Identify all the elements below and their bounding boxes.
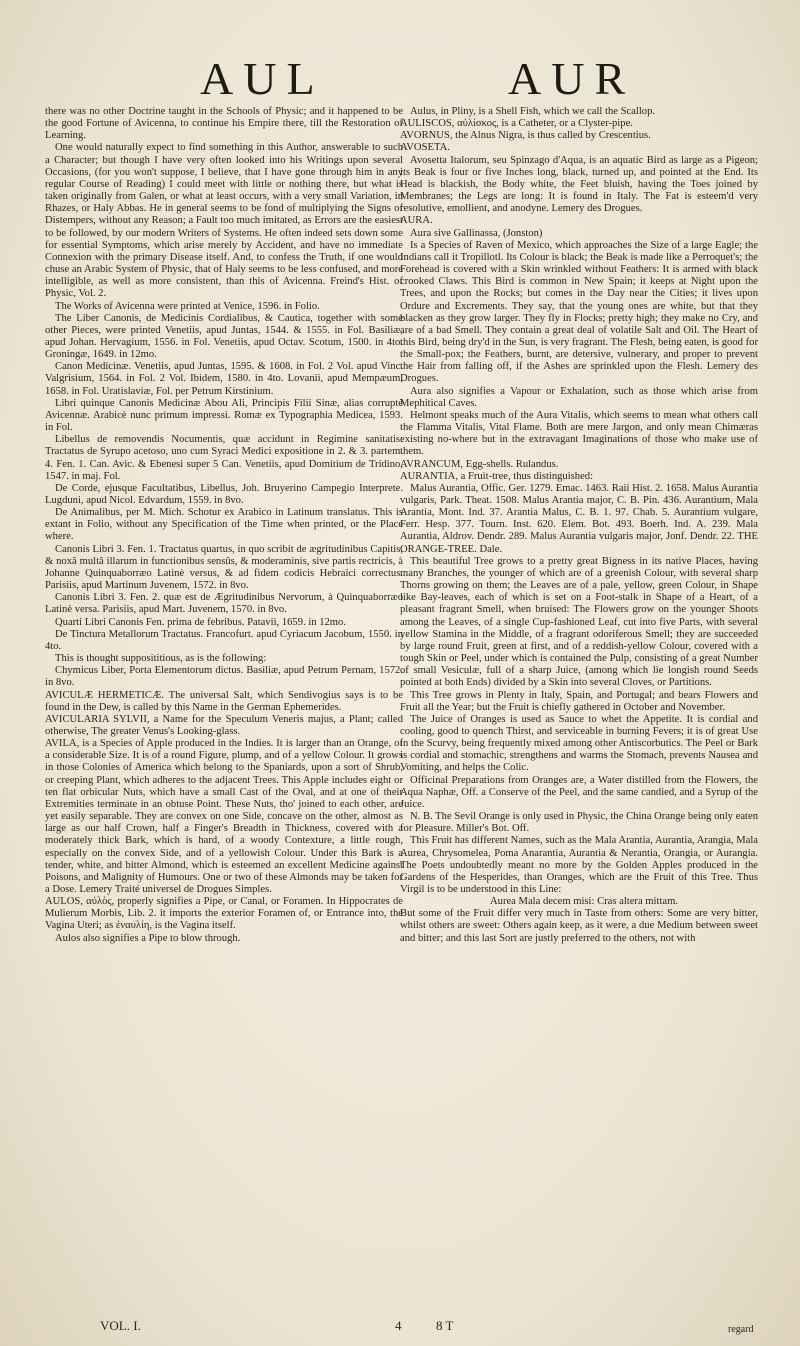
paragraph: Aulos also signifies a Pipe to blow through. [55,932,241,944]
paragraph: Avosetta Italorum, seu Spinzago d'Aqua, is an aquatic Bird as large as a Pigeon; its Beak is four or five Inches long, black, turned up, and pointed at the End. Its Head is blackish, the Body white, the Feet bluish, having the Toes joined by Membranes; the Legs are long: It is found in Italy. The Fat is esteem'd very resolutive, emollient, and anodyne. Lemery des Drogues. [400,154,758,215]
paragraph: De Animalibus, per M. Mich. Schotur ex Arabico in Latinum translatus. This is extant in Folio, without any Specification of the Time when printed, or the Place where. [45,507,403,543]
entry-aulos: AULOS, αὐλὸς, properly signifies a Pipe, or Canal, or Foramen. In Hippocrates de Mulierum Morbis, Lib. 2. it imports the exterior Foramen of, or Entrance into, the Vagina Uteri; as ἐναυλίη, is the Vagina itself. [45,896,403,932]
entry-auliscos: AULISCOS, αὐλίσκος, is a Catheter, or a Clyster-pipe. [400,118,633,130]
paragraph: Aura also signifies a Vapour or Exhalation, such as those which arise from Mephitical Caves. [400,385,758,409]
page-mark: 4 [395,1318,402,1333]
paragraph: N. B. The Sevil Orange is only used in Physic, the China Orange being only eaten for Pleasure. Miller's Bot. Off. [400,811,758,835]
entry-aurantia: AURANTIA, a Fruit-tree, thus distinguished: [400,470,594,482]
entry-avrancum: AVRANCUM, Egg-shells. Rulandus. [400,458,559,470]
paragraph: Canonis Libri 3. Fen. 1. Tractatus quartus, in quo scribit de ægritudinibus Capitis, & noxâ multâ illarum in functionibus sensûs, & moderaminis, sive partis rectricis, à Johanne Quinquaborræo Latinè versus, & ad fidem codicis Hebraïci correctus. Parisiis, apud Martinum Juvenem, 1572. in 8vo. [45,543,403,592]
left-column [45,106,403,945]
paragraph: Canonis Libri 3. Fen. 2. quæ est de Ægritudinibus Nervorum, à Quinquaborræo Latinè versa. Parisiis, apud Mart. Juvenem, 1570. in 8vo. [45,592,403,616]
verse-quote: Aurea Mala decem misi: Cras altera mittam. [490,896,678,908]
paragraph: Helmont speaks much of the Aura Vitalis, which seems to mean what others call the Flamma Vitalis, Vital Flame. Both are mere Jargon, and only mean Chimæras existing no-where but in the extravagant Imaginations of those who make use of them. [400,409,758,458]
paragraph: Malus Aurantia, Offic. Ger. 1279. Emac. 1463. Raii Hist. 2. 1658. Malus Aurantia vulgaris, Park. Theat. 1508. Malus Arantia major, C. B. Pin. 436. Aurantium, Mala Arantia, Mont. Ind. 37. Arantia Malus, C. B. 1. 97. Chab. 5. Aurantium vulgare, Ferr. Hesp. 377. Tourn. Inst. 620. Elem. Bot. 493. Boerh. Ind. A. 239. Mala Aurantia, Aldrov. Dendr. 289. Malus Aurantia vulgaris major, Jonf. Dendr. 22. THE ORANGE-TREE. Dale. [400,482,758,555]
entry-aura: AURA. [400,215,433,227]
paragraph: Canon Medicinæ. Venetiis, apud Juntas, 1595. & 1608. in Fol. 2 Vol. apud Vinc. Valgrisium, 1564. in Fol. 2 Vol. Ibidem, 1580. in 4to. Lovanii, apud Mempæum, 1658. in Fol. Uratislaviæ, Fol. per Petrum Kirstinium. [45,361,403,397]
paragraph: Libri quinque Canonis Medicinæ Abou Ali, Principis Filii Sinæ, alias corruptè Avicennæ. Arabicè nunc primum impressi. Romæ ex Typographia Medicea, 1593. in Fol. [45,397,403,434]
paragraph: there was no other Doctrine taught in the Schools of Physic; and it happened to be the good Fortune of Avicenna, to continue his Empire there, till the Restoration of Learning. [45,106,403,142]
paragraph: This Tree grows in Plenty in Italy, Spain, and Portugal; and bears Flowers and Fruit all the Year; but the Fruit is chiefly gathered in October and November. [400,689,758,713]
paragraph: This is thought supposititious, as is the following: [55,653,267,665]
entry-aviculae-hermeticae: AVICULÆ HERMETICÆ. The universal Salt, which Sendivogius says is to be found in the Dew, is called by this Name in the German Ephemerides. [45,689,403,713]
paragraph: De Tinctura Metallorum Tractatus. Francofurt. apud Cyriacum Jacobum, 1550. in 4to. [45,628,403,652]
paragraph: Officinal Preparations from Oranges are, a Water distilled from the Flowers, the Aqua Naphæ, Off. a Conserve of the Peel, and the same candied, and a Syrup of the Juice. [400,774,758,810]
paragraph: But some of the Fruit differ very much in Taste from others: Some are very bitter, whilst others are sweet: Others again keep, as it were, a due Medium between sweet and bitter; and this last Sort are justly preferred to the others, not with [400,908,758,944]
paragraph: Aura sive Gallinassa, (Jonston) [410,227,543,239]
running-head-left: AUL [200,53,325,104]
paragraph: Aulus, in Pliny, is a Shell Fish, which we call the Scallop. [410,106,656,117]
paragraph: One would naturally expect to find something in this Author, answerable to such a Character; but though I have very often looked into his Writings upon several Occasions, (for you won't suppose, I believe, that I have gone through him in any regular Course of Reading) I could meet with little or nothing there, but what is taken originally from Galen, or what at least occurs, with a very small Variation, in Rhazes, or Haly Abbas. He in general seems to be fond of multiplying the Signs of Distempers, without any Reason; a Fault too much imitated, as Errors are the easiest to be followed, by our modern Writers of Systems. He often indeed sets down some for essential Symptoms, which arise merely by Accident, and have no immediate Connexion with the primary Disease itself. And, to confess the Truth, if one would chuse an Arabic System of Physic, that of Haly seems to be less confused, and more intelligible, as well as more consistent, than this of Avicenna. Freind's Hist. of Physic, Vol. 2. [45,142,403,300]
paragraph: This Fruit has different Names, such as the Mala Arantia, Aurantia, Arangia, Mala Aurea, Chrysomelea, Poma Anarantia, Aurantia & Nerantia, Orangia, or Aurangia. The Poets undoubtedly meant no more by the Golden Apples produced in the Gardens of the Hesperides, than Oranges, which are the Fruit of this Tree. Thus Virgil is to be understood in this Line: [400,835,758,895]
entry-avoseta: AVOSETA. [400,142,450,154]
entry-avicularia-sylvii: AVICULARIA SYLVII, a Name for the Speculum Veneris majus, a Plant; called otherwise, The greater Venus's Looking-glass. [45,713,403,737]
signature-mark: 8 T [436,1318,454,1333]
paragraph: The Juice of Oranges is used as Sauce to whet the Appetite. It is cordial and cooling, good to quench Thirst, and serviceable in burning Fevers; it is of great Use in the Scurvy, being frequently mixed among other Antiscorbutics. The Peel or Bark is cordial and stomachic, strengthens and warms the Stomach, prevents Nausea and Vomiting, and helps the Colic. [400,713,758,774]
paragraph: This beautiful Tree grows to a pretty great Bigness in its native Places, having many Branches, the younger of which are of a greenish Colour, with several sharp Thorns growing on them; the Leaves are of a pale, yellow, green Colour, in Shape like Bay-leaves, each of which is set on a Foot-stalk in Shape of a Heart, of a pleasant fragrant Smell, when bruised: The Flowers grow on the younger Shoots among the Leaves, of a single Cup-fashioned Leaf, cut into five Parts, with several yellow Stamina in the Middle, of a fragrant odoriferous Smell; they are succeeded by large round Fruit, green at first, and of a reddish-yellow Colour, covered with a tough Skin or Peel, under which is contained the Pulp, consisting of a great Number of small Vesiculæ, full of a sharp Juice, (among which lie longish round Seeds pointed at both Ends) divided by a Skin into several Cloves, or Partitions. [400,555,758,689]
paragraph: Libellus de removendis Nocumentis, quæ accidunt in Regimine sanitatis: Tractatus de Syrupo acetoso, uno cum Syraci Medici expositione in 2. & 3. partem. 4. Fen. 1. Can. Avic. & Ebenesi super 5 Can. Venetiis, apud Domitium de Tridino, 1547. in maj. Fol. [45,434,403,482]
right-column [400,106,758,945]
entry-avila: AVILA, is a Species of Apple produced in the Indies. It is larger than an Orange, of a considerable Size. It is of a round Figure, plump, and of a yellow Colour. It grows in those Colonies of America which belong to the Spaniards, upon a sort of Shrub, or creeping Plant, which adheres to the adjacent Trees. This Apple includes eight or ten flat orbicular Nuts, which have a small Cast of the Oval, and at one of their Extremities terminate in an obtuse Point. These Nuts, tho' joined to each other, are yet easily separable. They are convex on one Side, concave on the other, almost as large as our half Crown, half a Finger's Breadth in Thickness, covered with a moderately thick Bark, which is hard, of a woody Contexture, a little rough, especially on the convex Side, and of a yellowish Colour. Under this Bark is a tender, white, and bitter Almond, which is esteemed an excellent Medicine against Poisons, and Malignity of Humours. One or two of these Almonds may be taken for a Dose. Lemery Traité universel de Drogues Simples. [45,738,403,895]
paragraph: De Corde, ejusque Facultatibus, Libellus, Joh. Bruyerino Campegio Interprete. Lugduni, apud Nicol. Edvardum, 1559. in 8vo. [45,482,403,506]
volume-mark: VOL. I. [100,1318,141,1333]
paragraph: Chymicus Liber, Porta Elementorum dictus. Basiliæ, apud Petrum Pernam, 1572. in 8vo. [45,665,403,689]
entry-avornus: AVORNUS, the Alnus Nigra, is thus called by Crescentius. [400,130,651,142]
catchword: regard [728,1324,754,1335]
paragraph: The Liber Canonis, de Medicinis Cordialibus, & Cautica, together with some other Pieces, were printed Venetiis, apud Juntas, 1544. & 1555. in Fol. Basiliæ, apud Johan. Hervagium, 1556. in Fol. Venetiis, apud Octav. Scotum, 1500. in 4to. Groningæ, 1649. in 12mo. [45,312,403,361]
running-head-right: AUR [508,53,636,104]
paragraph: Quarti Libri Canonis Fen. prima de febribus. Patavii, 1659. in 12mo. [55,616,346,628]
paragraph: Is a Species of Raven of Mexico, which approaches the Size of a large Eagle; the Indians call it Tropillotl. Its Colour is black; the Beak is made like a Perroquet's; the Forehead is covered with a Skin wrinkled without Feathers: It is armed with black crooked Claws. This Bird is common in New Spain; it keeps at Night upon the Trees, and upon the Rocks; but comes in the Day near the Cities; it lives upon Ordure and Excrements. They say, that the young ones are white, but that they blacken as they grow larger. They fly in Flocks; pretty high; they make no Cry, and are of a bad Smell. They contain a great deal of volatile Salt and Oil. The Heart of this Bird, being dry'd in the Sun, is very fragrant. The Flesh, being eaten, is good for the Small-pox; the Feathers, burnt, are detersive, vulnerary, and proper to prevent the Hair from falling off, if the Ashes are sprinkled upon the Flesh. Lemery des Drogues. [400,239,758,385]
paragraph: The Works of Avicenna were printed at Venice, 1596. in Folio. [55,300,320,312]
